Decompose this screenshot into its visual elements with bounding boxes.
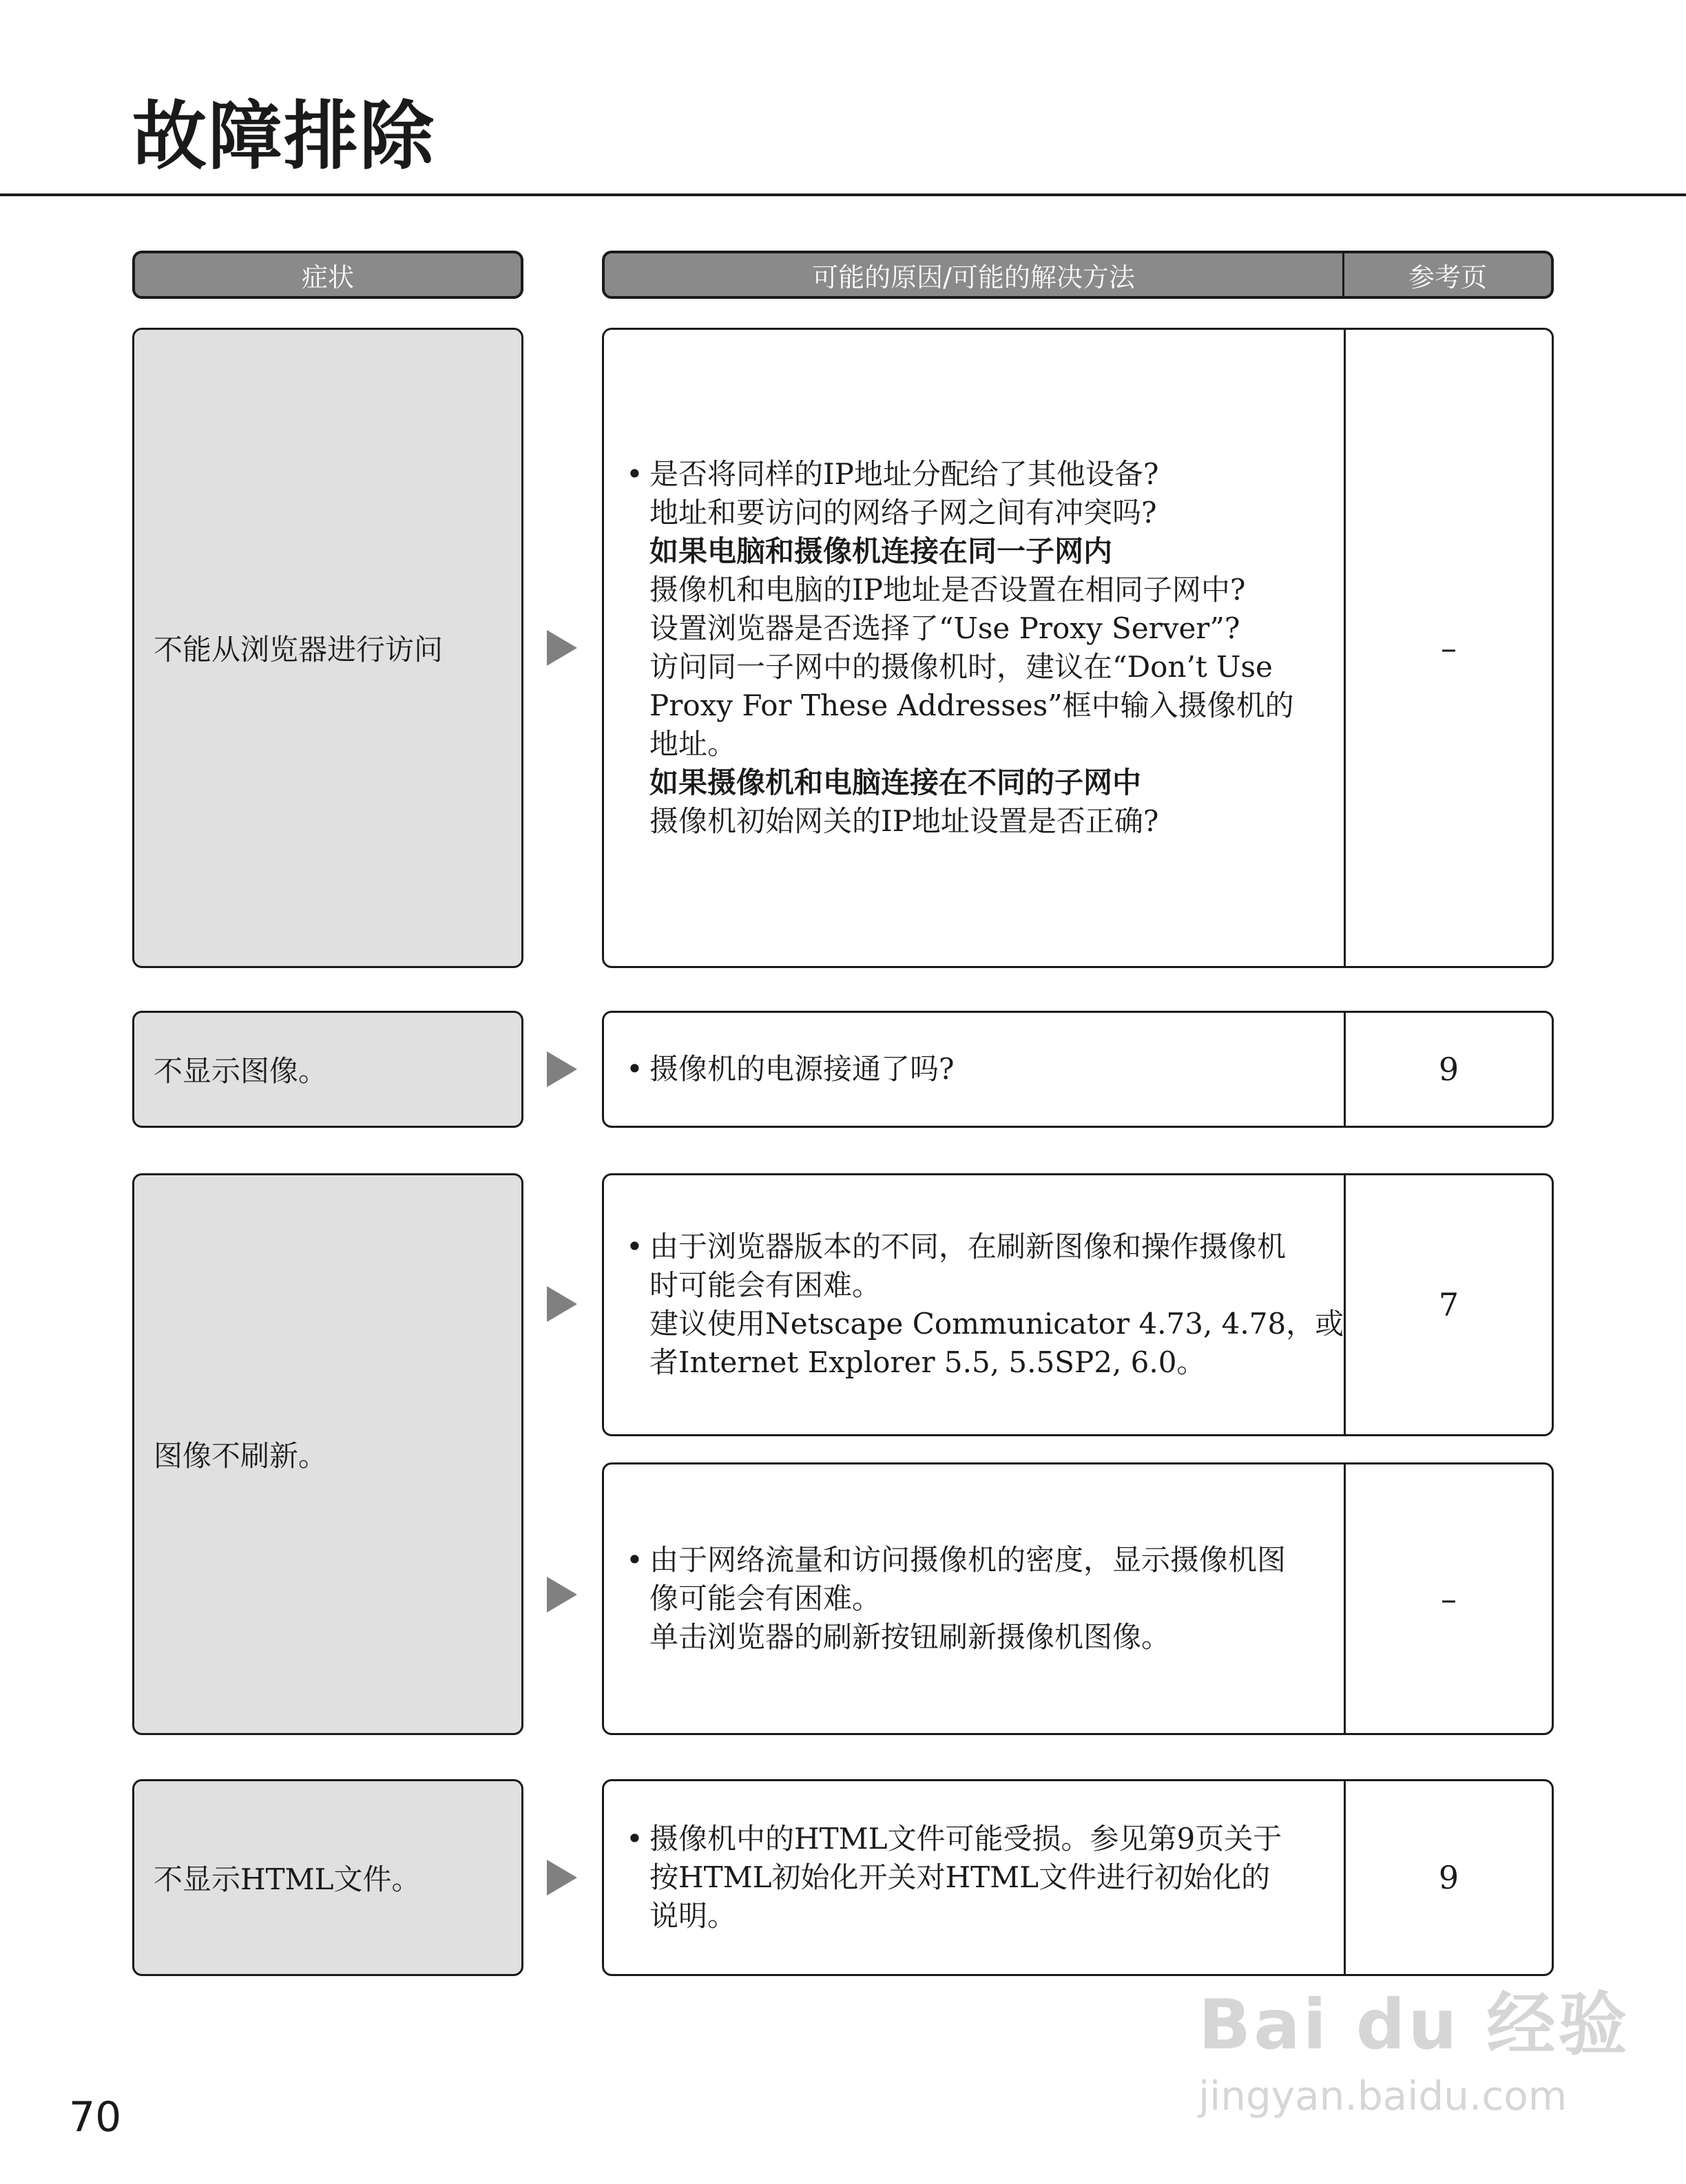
cause-content <box>626 1781 1329 1974</box>
cause-box <box>602 1011 1554 1128</box>
cause-line: 单击浏览器的刷新按钮刷新摄像机图像。 <box>649 1620 1171 1654</box>
cause-line: 摄像机初始网关的IP地址设置是否正确? <box>649 804 1159 838</box>
symptom-cell <box>132 328 523 968</box>
cause-line: 由于浏览器版本的不同，在刷新图像和操作摄像机 <box>649 1230 1287 1263</box>
arrow-icon <box>547 1051 577 1087</box>
ref-page: 7 <box>1438 1286 1459 1323</box>
cause-line: 地址。 <box>649 727 737 761</box>
cause-line: 者Internet Explorer 5.5, 5.5SP2, 6.0。 <box>649 1345 1206 1379</box>
title-rule <box>0 193 1686 196</box>
cause-subheading: 如果摄像机和电脑连接在不同的子网中 <box>649 766 1142 799</box>
cause-line: Proxy For These Addresses”框中输入摄像机的 <box>649 689 1294 722</box>
cause-line: 说明。 <box>649 1899 737 1933</box>
symptom-cell <box>132 1779 523 1976</box>
bullet-item <box>626 455 1294 841</box>
cause-line: 访问同一子网中的摄像机时，建议在“Don’t Use <box>649 650 1273 684</box>
header-symptom <box>132 251 523 299</box>
bullet-icon: • <box>626 1052 643 1086</box>
cause-line: 设置浏览器是否选择了“Use Proxy Server”? <box>649 611 1240 645</box>
cause-line: 摄像机中的HTML文件可能受损。参见第9页关于 <box>649 1822 1282 1856</box>
bullet-item <box>626 1228 1344 1382</box>
symptom-text: 不能从浏览器进行访问 <box>154 633 444 666</box>
arrow-icon <box>547 1286 577 1322</box>
symptom-text: 不显示HTML文件。 <box>154 1862 421 1896</box>
bullet-icon: • <box>626 457 643 491</box>
page-title: 故障排除 <box>132 94 436 180</box>
symptom-cell <box>132 1173 523 1735</box>
ref-page: – <box>1441 629 1457 666</box>
cause-line: 按HTML初始化开关对HTML文件进行初始化的 <box>649 1860 1271 1894</box>
symptom-text: 图像不刷新。 <box>154 1439 328 1473</box>
bullet-item <box>626 1820 1282 1935</box>
watermark-url: jingyan.baidu.com <box>1198 2072 1568 2119</box>
cause-line: 像可能会有困难。 <box>649 1582 882 1615</box>
bullet-icon: • <box>626 1543 643 1577</box>
ref-page: 9 <box>1438 1051 1459 1088</box>
ref-page: – <box>1441 1580 1457 1617</box>
watermark-logo: Bai du 经验 <box>1198 1984 1630 2065</box>
ref-page: 9 <box>1438 1859 1459 1896</box>
cause-content <box>626 330 1329 966</box>
page-number: 70 <box>69 2093 122 2141</box>
cause-line: 摄像机的电源接通了吗? <box>649 1052 955 1086</box>
header-ref-label: 参考页 <box>1408 262 1487 293</box>
symptom-text: 不显示图像。 <box>154 1054 328 1088</box>
cause-subheading: 如果电脑和摄像机连接在同一子网内 <box>649 534 1113 568</box>
arrow-icon <box>547 1860 577 1896</box>
cause-content <box>626 1175 1344 1434</box>
bullet-icon: • <box>626 1230 643 1263</box>
cause-line: 时可能会有困难。 <box>649 1268 882 1302</box>
bullet-item <box>626 1050 955 1089</box>
cause-line: 建议使用Netscape Communicator 4.73, 4.78，或 <box>649 1307 1344 1341</box>
header-symptom-label: 症状 <box>301 262 354 293</box>
bullet-item <box>626 1541 1286 1657</box>
cause-line: 由于网络流量和访问摄像机的密度，显示摄像机图 <box>649 1543 1287 1577</box>
cause-box <box>602 328 1554 968</box>
cause-line: 地址和要访问的网络子网之间有冲突吗? <box>649 496 1157 529</box>
arrow-icon <box>547 630 577 666</box>
arrow-icon <box>547 1577 577 1613</box>
cause-content <box>626 1013 1329 1126</box>
cause-box <box>602 1173 1554 1436</box>
cause-line: 是否将同样的IP地址分配给了其他设备? <box>649 457 1159 491</box>
header-cause-label: 可能的原因/可能的解决方法 <box>605 253 1344 296</box>
cause-content <box>626 1464 1329 1733</box>
bullet-icon: • <box>626 1822 643 1856</box>
cause-box <box>602 1779 1554 1976</box>
header-cause-ref <box>602 251 1554 299</box>
cause-line: 摄像机和电脑的IP地址是否设置在相同子网中? <box>649 573 1246 607</box>
cause-box <box>602 1462 1554 1735</box>
symptom-cell <box>132 1011 523 1128</box>
